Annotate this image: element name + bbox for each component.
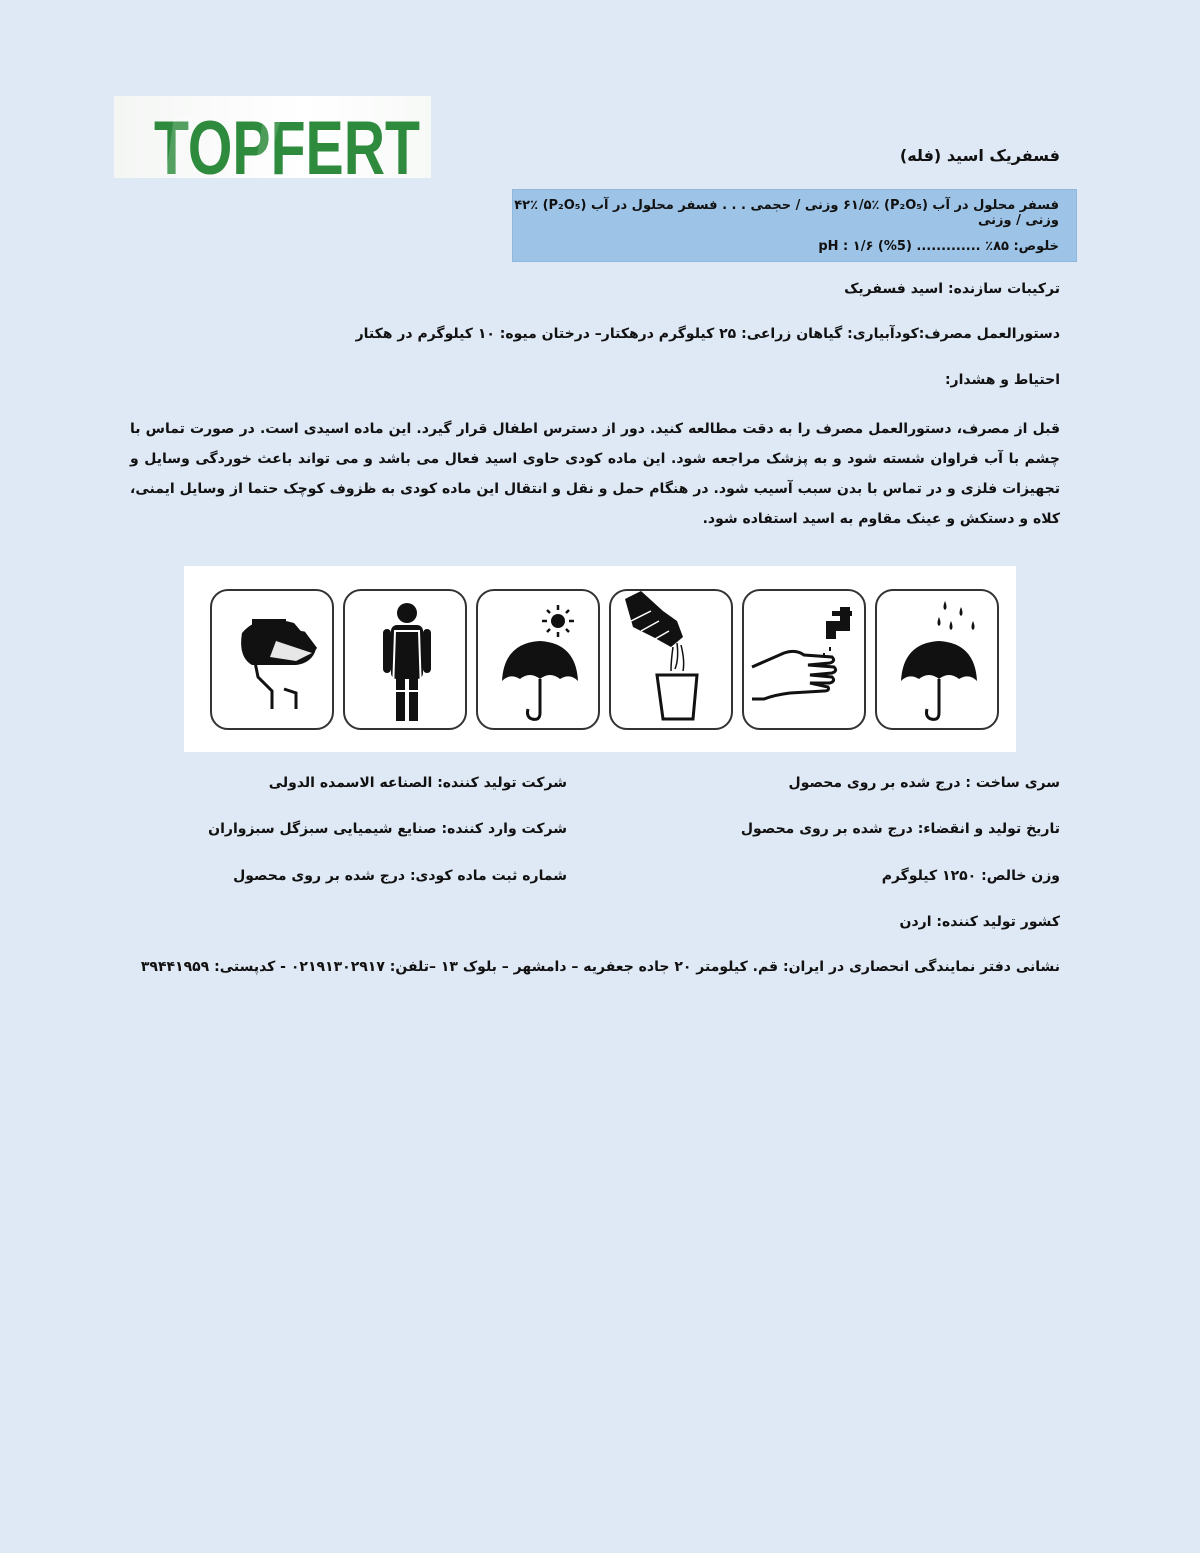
- spec-box: [512, 189, 1077, 262]
- topfert-logo-graphic: [114, 96, 431, 191]
- producer-company: شرکت تولید کننده: الصناعه الاسمده الدولی: [268, 775, 567, 791]
- net-weight: وزن خالص: ۱۲۵۰ کیلوگرم: [881, 868, 1060, 884]
- face-shield-icon: [210, 589, 334, 730]
- product-title: فسفریک اسید (فله): [899, 146, 1060, 165]
- country-of-origin: کشور تولید کننده: اردن: [899, 914, 1060, 930]
- production-expiry-date: تاریخ تولید و انقضاء: درج شده بر روی محصول: [740, 821, 1060, 837]
- office-address: نشانی دفتر نمایندگی انحصاری در ایران: قم. کیلومتر ۲۰ جاده جعفریه – دامشهر – بلوک ۱۳ –تلفن: ۰۲۱۹۱۳۰۲۹۱۷ - کدپستی: ۳۹۴۴۱۹۵۹: [140, 959, 1060, 975]
- warning-heading: احتیاط و هشدار:: [944, 372, 1060, 388]
- protective-apron-icon: [343, 589, 467, 730]
- protect-from-sun-icon: [476, 589, 600, 730]
- spec-soluble-phosphorus: فسفر محلول در آب (P₂O₅) ۶۱/۵٪ وزنی / حجمی . . . فسفر محلول در آب (P₂O₅) ۴۲٪ وزنی / وزنی: [514, 198, 1059, 228]
- spec-purity-ph: خلوص: ۸۵٪ ............. (5%) pH : ۱/۶: [818, 239, 1059, 254]
- serial-number: سری ساخت : درج شده بر روی محصول: [788, 775, 1060, 791]
- safety-pictograms: [184, 566, 1016, 752]
- wear-gloves-pouring-icon: [609, 589, 733, 730]
- keep-dry-icon: [875, 589, 999, 730]
- warning-text: قبل از مصرف، دستورالعمل مصرف را به دقت مطالعه کنید. دور از دسترس اطفال قرار گیرد. این ماده اسیدی است. در صورت تماس با چشم با آب فراوان شسته شود و به پزشک مراجعه شود. این ماده کودی حاوی اسید فعال می باشد و می تواند باعث خوردگی وسایل و تجهیزات فلزی و در تماس با بدن سبب آسیب شود. در هنگام حمل و نقل و انتقال این ماده کودی به ظزوف کوچک حتما از وسایل ایمنی، کلاه و دستکش و عینک مقاوم به اسید استفاده شود.: [130, 421, 1060, 527]
- wash-hands-icon: [742, 589, 866, 730]
- registration-number: شماره ثبت ماده کودی: درج شده بر روی محصول: [233, 868, 567, 884]
- composition-line: ترکیبات سازنده: اسید فسفریک: [844, 281, 1060, 297]
- usage-instructions: دستورالعمل مصرف:کودآبیاری: گیاهان زراعی: ۲۵ کیلوگرم درهکتار– درختان میوه: ۱۰ کیلوگرم در هکتار: [355, 326, 1060, 342]
- logo-wordmark: TOPFERT: [154, 106, 420, 191]
- importer-company: شرکت وارد کننده: صنایع شیمیایی سبزگل سبزواران: [208, 821, 567, 837]
- topfert-logo: [114, 96, 431, 191]
